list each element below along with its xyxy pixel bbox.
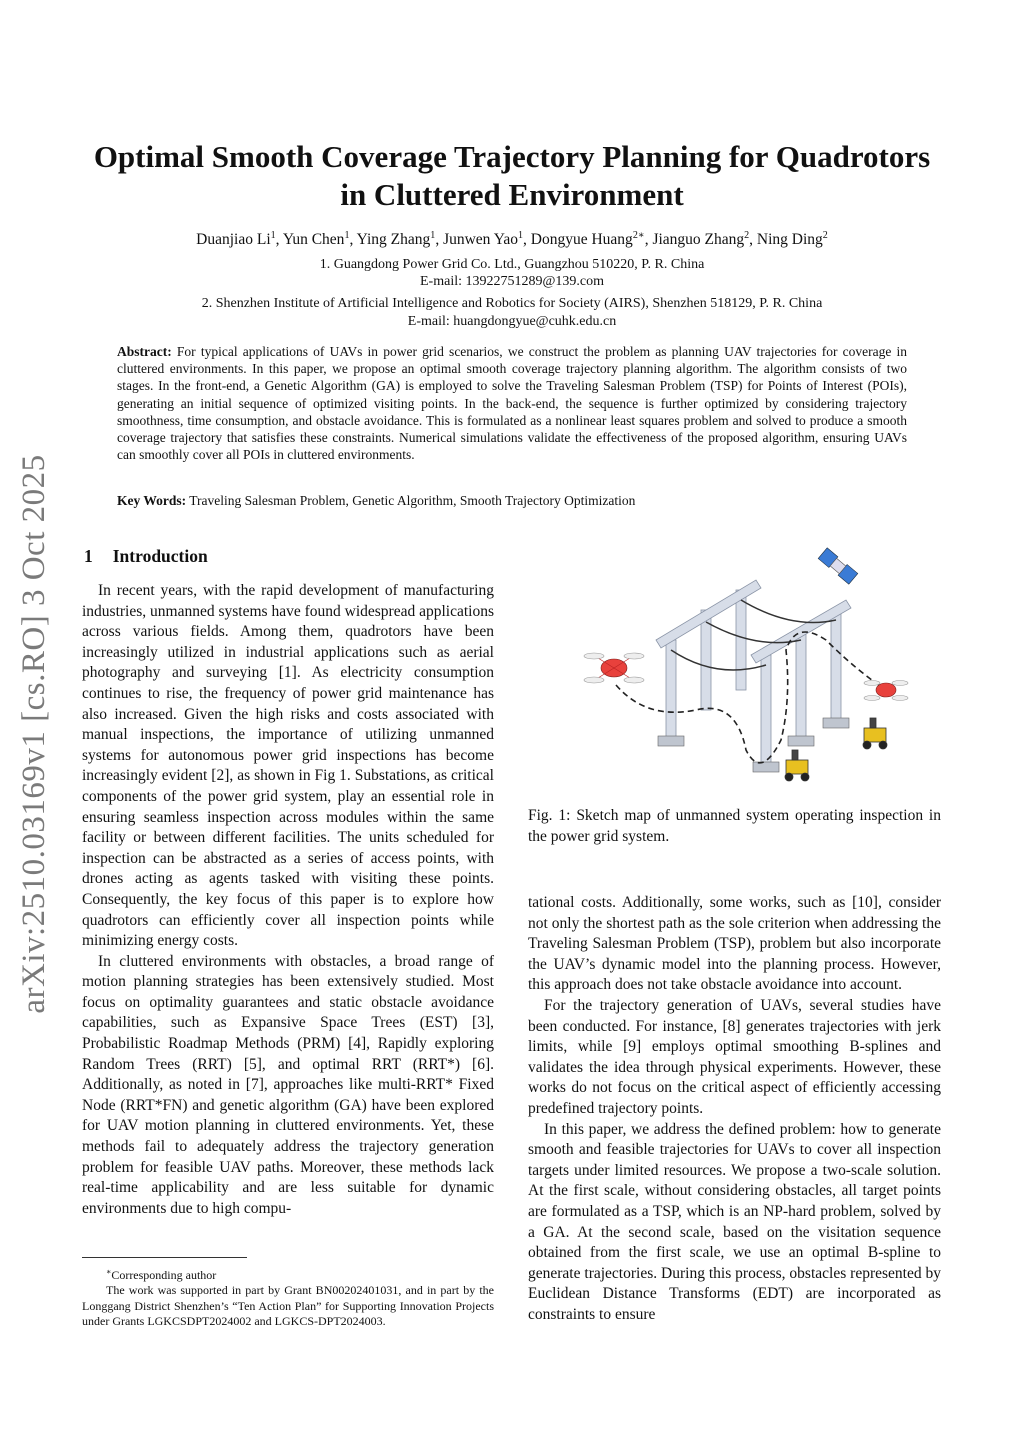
section-title: Introduction <box>112 546 208 566</box>
email-2: E-mail: huangdongyue@cuhk.edu.cn <box>407 314 617 329</box>
paragraph: For the trajectory generation of UAVs, several studies have been conducted. For instance, [8] generates trajectories with jerk limits, while [9] employs optimal smoothing B-splines and validates the idea through physical experiments. However, these works do not focus on the critical aspect of efficiently accessing predefined trajectory points. <box>528 996 941 1117</box>
affiliation-1: 1. Guangdong Power Grid Co. Ltd., Guangzhou 510220, P. R. China <box>319 257 705 272</box>
author-name: Ying Zhang <box>356 231 431 249</box>
author-separator: , <box>523 231 531 249</box>
footnote-rule <box>82 1257 247 1258</box>
author-list <box>80 230 944 249</box>
paragraph: In this paper, we address the defined problem: how to generate smooth and feasible trajectories for UAVs to cover all inspection targets under limited resources. We propose a two-scale solution. At the first scale, without considering obstacles, all target points are formulated as a TSP, which is an NP-hard problem, solved by a GA. At the second scale, based on the visitation sequence obtained from the first scale, we use an optimal B-spline to generate trajectories. During this process, obstacles represented by Euclidean Distance Transforms (EDT) are incorporated as constraints to ensure <box>528 1120 941 1323</box>
author-name: Jianguo Zhang <box>652 231 745 249</box>
paragraph: In cluttered environments with obstacles, a broad range of motion planning strategies has been extensively studied. Most focus on optimality guarantees and static obstacle avoidance capabilities, such as Expansive Space Trees (EST) [3], Probabilistic Roadmap Methods (PRM) [4], Rapidly exploring Random Trees (RRT) [5], and optimal RRT (RRT*) [6]. Additionally, as noted in [7], approaches like multi-RRT* Fixed Node (RRT*FN) and genetic algorithm (GA) have been explored for UAV motion planning in cluttered environments. Yet, these methods fail to adequately address the trajectory generation problem for feasible UAV paths. Moreover, these methods lack real-time applicability and are less suitable for dynamic environments due to high compu- <box>82 952 494 1217</box>
email-1: E-mail: 13922751289@139.com <box>420 274 604 289</box>
paragraph: In recent years, with the rapid development of manufacturing industries, unmanned systems have found widespread applications across various fields. Among them, quadrotors have been increasingly utilized in industrial applications such as aerial photography and surveying [1]. As electricity consumption continues to rise, the frequency of power grid maintenance has also increased. Given the high risks and costs associated with manual inspections, the importance of utilizing unmanned systems for autonomous power grid inspections has become increasingly evident [2], as shown in Fig 1. Substations, as critical components of the power grid system, play an essential role in ensuring seamless inspection across modules within the same facility or between different facilities. The units scheduled for inspection can be abstracted as a series of access points, with drones acting as agents tasked with visiting these points. Consequently, the key focus of this paper is to explore how quadrotors can efficiently cover all inspection points while minimizing energy costs. <box>82 582 494 950</box>
author-separator: , <box>349 231 357 249</box>
uav-trajectory <box>616 632 886 763</box>
author-name: Ning Ding <box>756 231 823 249</box>
author-name: Dongyue Huang <box>530 231 633 249</box>
author-separator: , <box>435 231 444 249</box>
ground-robot-icon <box>785 750 809 781</box>
keywords <box>117 493 907 509</box>
author-separator: , <box>644 231 653 249</box>
figure-1-illustration <box>546 540 926 790</box>
author-affiliation-mark: 1 <box>518 230 524 241</box>
section-number: 1 <box>84 546 93 566</box>
title-line-1: Optimal Smooth Coverage Trajectory Planning for Quadrotors <box>93 139 931 174</box>
section-heading <box>84 546 208 567</box>
author-affiliation-mark: 2∗ <box>632 230 645 241</box>
footnote-corresponding <box>82 1264 494 1283</box>
satellite-icon <box>818 548 858 584</box>
paper-title <box>80 138 944 214</box>
author-affiliation-mark: 2 <box>822 230 828 241</box>
footnote-funding: The work was supported in part by Grant BN00202401031, and in part by the Longgang District Shenzhen’s “Ten Action Plan” for Supporting Innovation Projects under Grants LGKCSDPT2024002 and LGKCS-DPT2024003. <box>82 1283 494 1329</box>
author-separator: , <box>275 231 283 249</box>
author-affiliation-mark: 1 <box>270 230 276 241</box>
abstract <box>117 343 907 463</box>
footnote-mark: ∗ <box>106 1267 112 1276</box>
paragraph: tational costs. Additionally, some works, such as [10], consider not only the shortest path as the sole criterion when addressing the Traveling Salesman Problem (TSP), problem but also incorporate the UAV’s dynamic model into the planning process. However, this approach does not take obstacle avoidance into account. <box>528 894 941 994</box>
footnotes <box>82 1264 494 1330</box>
author-name: Yun Chen <box>282 231 345 249</box>
keywords-label: Key Words: <box>117 493 187 508</box>
drone-icon <box>864 681 908 701</box>
author-affiliation-mark: 2 <box>744 230 750 241</box>
abstract-text: For typical applications of UAVs in power grid scenarios, we construct the problem as planning UAV trajectories for coverage in cluttered environments. In this paper, we propose an optimal smooth coverage trajectory planning algorithm. The algorithm consists of two stages. In the front-end, a Genetic Algorithm (GA) is employed to solve the Traveling Salesman Problem (TSP) for Points of Interest (POIs), generating an initial sequence of optimized visiting points. In the back-end, the sequence is further optimized by considering trajectory smoothness, time consumption, and obstacle avoidance. This is formulated as a nonlinear least squares problem and solved to produce a smooth coverage trajectory that satisfies these constraints. Numerical simulations validate the effectiveness of the proposed algorithm, ensuring UAVs can smoothly cover all POIs in cluttered environments. <box>117 344 908 463</box>
figure-1-caption: Fig. 1: Sketch map of unmanned system operating inspection in the power grid system. <box>528 807 941 845</box>
title-line-2: in Cluttered Environment <box>340 177 684 212</box>
abstract-label: Abstract: <box>117 344 172 359</box>
author-affiliation-mark: 1 <box>344 230 350 241</box>
keywords-text: Traveling Salesman Problem, Genetic Algorithm, Smooth Trajectory Optimization <box>189 493 636 508</box>
arxiv-stamp: arXiv:2510.03169v1 [cs.RO] 3 Oct 2025 <box>16 454 52 1014</box>
author-name: Duanjiao Li <box>196 231 271 249</box>
ground-robot-icon <box>863 718 887 749</box>
drone-icon <box>584 653 644 683</box>
left-column <box>82 581 494 1219</box>
author-affiliation-mark: 1 <box>430 230 436 241</box>
author-name: Junwen Yao <box>443 231 518 249</box>
tower-base <box>658 718 849 772</box>
footnote-corresponding-text: Corresponding author <box>111 1268 217 1282</box>
author-separator: , <box>749 231 757 249</box>
right-column <box>528 893 941 1325</box>
affiliation-2: 2. Shenzhen Institute of Artificial Intelligence and Robotics for Society (AIRS), Shenzhen 518129, P. R. China <box>201 296 823 311</box>
